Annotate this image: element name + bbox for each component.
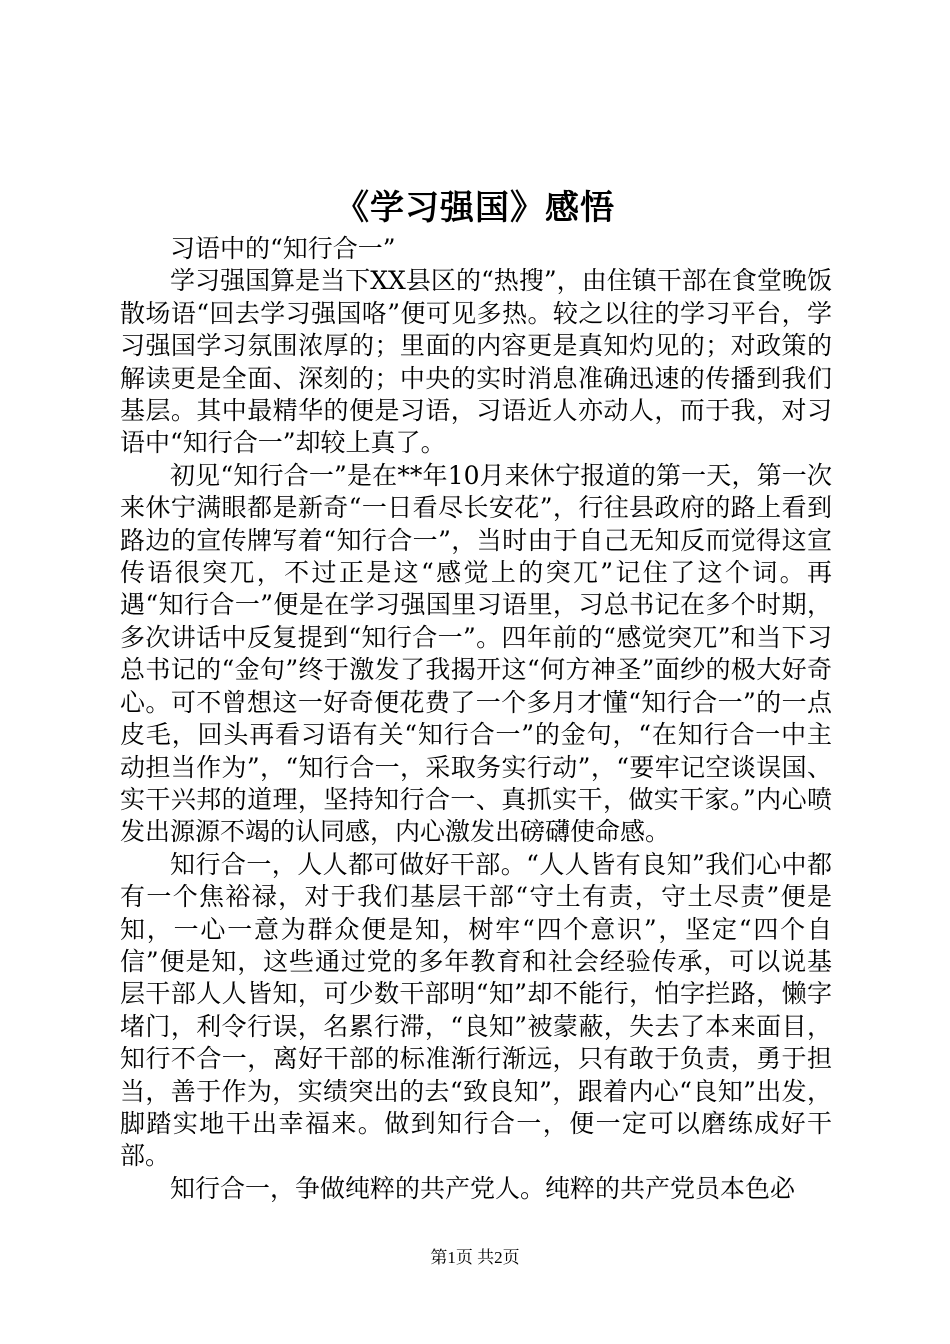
body-paragraph: 初见“知行合一”是在**年10月来休宁报道的第一天，第一次来休宁满眼都是新奇“一日看尽长安花”，行往县政府的路上看到路边的宣传牌写着“知行合一”，当时由于自己无知反而觉得这宣传语很突兀，不过正是这“感觉上的突兀”记住了这个词。再遇“知行合一”便是在学习强国里习语里，习总书记在多个时期，多次讲话中反复提到“知行合一”。四年前的“感觉突兀”和当下习总书记的“金句”终于激发了我揭开这“何方神圣”面纱的极大好奇心。可不曾想这一好奇便花费了一个多月才懂“知行合一”的一点皮毛，回头再看习语有关“知行合一”的金句，“在知行合一中主动担当作为”，“知行合一，采取务实行动”，“要牢记空谈误国、实干兴邦的道理，坚持知行合一、真抓实干，做实干家。”内心喷发出源源不竭的认同感，内心激发出磅礴使命感。 — [120, 460, 832, 847]
page-footer: 第1页 共2页 — [430, 1248, 520, 1267]
body-paragraph: 知行合一，人人都可做好干部。“人人皆有良知”我们心中都有一个焦裕禄，对于我们基层干部“守土有责，守土尽责”便是知，一心一意为群众便是知，树牢“四个意识”，坚定“四个自信”便是知，这些通过党的多年教育和社会经验传承，可以说基层干部人人皆知，可少数干部明“知”却不能行，怕字拦路，懒字堵门，利令行误，名累行滞，“良知”被蒙蔽，失去了本来面目，知行不合一，离好干部的标准渐行渐远，只有敢于负责，勇于担当，善于作为，实绩突出的去“致良知”，跟着内心“良知”出发，脚踏实地干出幸福来。做到知行合一，便一定可以磨练成好干部。 — [120, 849, 832, 1171]
subtitle-paragraph: 习语中的“知行合一” — [170, 234, 396, 263]
document-body — [120, 233, 832, 1205]
document-title: 《学习强国》感悟 — [335, 188, 615, 228]
body-paragraph: 学习强国算是当下XX县区的“热搜”，由住镇干部在食堂晚饭散场语“回去学习强国咯”便可见多热。较之以往的学习平台，学习强国学习氛围浓厚的；里面的内容更是真知灼见的；对政策的解读更是全面、深刻的；中央的实时消息准确迅速的传播到我们基层。其中最精华的便是习语，习语近人亦动人，而于我，对习语中“知行合一”却较上真了。 — [120, 266, 832, 458]
body-paragraph: 知行合一，争做纯粹的共产党人。纯粹的共产党员本色必 — [170, 1173, 796, 1203]
